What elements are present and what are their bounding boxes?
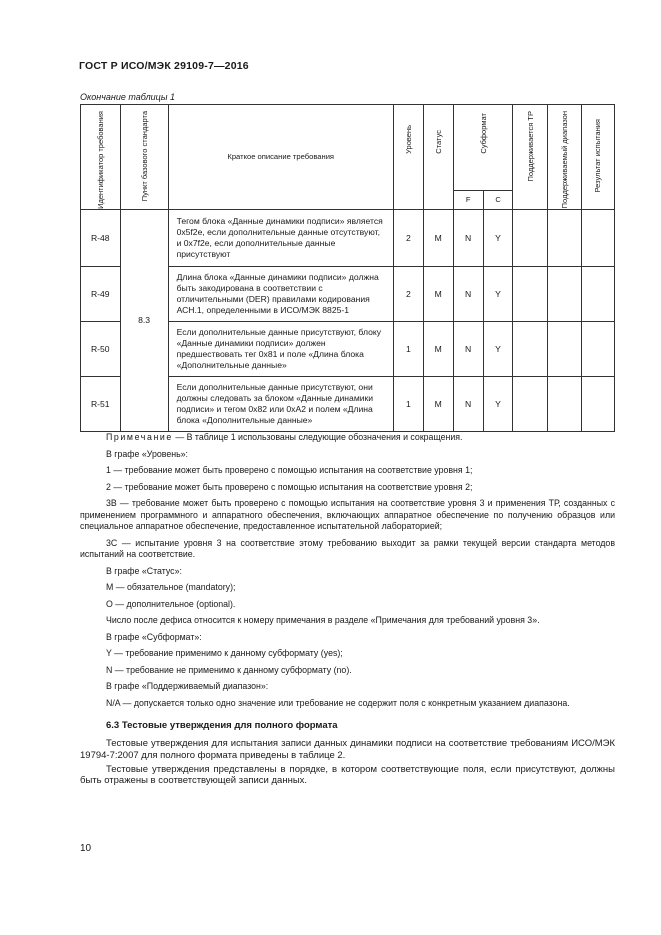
row-status: M	[423, 209, 453, 266]
header-status: Статус	[423, 105, 453, 210]
row-id: R-49	[81, 266, 121, 321]
note-line: 3В — требование может быть проверено с помощью испытания на соответствие уровня 3 и применения ТР, созданных с применением программного и аппаратного обеспечения, включающих аппаратное обеспечение по получению образцов или специальное аппаратное обеспечение, предоставленное испытательной лабораторией;	[80, 498, 615, 531]
row-range	[547, 376, 581, 431]
row-status: M	[423, 266, 453, 321]
row-level: 1	[393, 321, 423, 376]
note-line: 3С — испытание уровня 3 на соответствие этому требованию выходит за рамки текущей версии стандарта методов испытаний на соответствие.	[80, 537, 615, 559]
row-level: 1	[393, 376, 423, 431]
row-result	[581, 266, 614, 321]
row-sub-c: Y	[483, 266, 513, 321]
note-line: Число после дефиса относится к номеру примечания в разделе «Примечания для требований уровня 3».	[106, 615, 540, 625]
row-description: Если дополнительные данные присутствуют, блоку «Данные динамики подписи» должен предшествовать тег 0x81 и поле «Длина блока «Дополнительные данные»	[168, 321, 393, 376]
clause-cell: 8.3	[120, 209, 168, 431]
note-line: В графе «Поддерживаемый диапазон»:	[106, 681, 269, 691]
row-tp	[513, 266, 547, 321]
header-sub-f: F	[453, 190, 483, 209]
note-heading	[80, 432, 615, 444]
header-sub-c: C	[483, 190, 513, 209]
paragraph: Тестовые утверждения для испытания записи данных динамики подписи на соответствие требованиям ИСО/МЭК 19794-7:2007 для полного формата приведены в таблице 2.	[80, 738, 615, 761]
row-range	[547, 209, 581, 266]
row-id: R-50	[81, 321, 121, 376]
note-line: N/A — допускается только одно значение или требование не содержит поля с конкретным указанием диапазона.	[106, 697, 570, 708]
header-range: Поддерживаемый диапазон	[547, 105, 581, 210]
row-result	[581, 321, 614, 376]
header-level: Уровень	[393, 105, 423, 210]
row-result	[581, 209, 614, 266]
note-line: Y — требование применимо к данному субформату (yes);	[106, 648, 343, 658]
row-description: Длина блока «Данные динамики подписи» должна быть закодирована в соответствии с отличительными (DER) правилами кодирования АСН.1, определенными в ИСО/МЭК 8825-1	[168, 266, 393, 321]
header-tp: Поддерживается ТР	[513, 105, 547, 210]
table-row	[81, 209, 615, 266]
row-sub-c: Y	[483, 209, 513, 266]
page-number: 10	[80, 843, 92, 854]
table-notes	[80, 432, 615, 714]
header-subformat: Субформат	[453, 105, 513, 191]
note-line: В графе «Уровень»:	[106, 448, 188, 459]
row-status: M	[423, 321, 453, 376]
row-id: R-51	[81, 376, 121, 431]
note-text: — В таблице 1 использованы следующие обозначения и сокращения.	[172, 432, 463, 442]
note-line: О — дополнительное (optional).	[106, 598, 236, 609]
header-result: Результат испытания	[581, 105, 614, 210]
row-tp	[513, 376, 547, 431]
note-line: М — обязательное (mandatory);	[106, 582, 236, 592]
row-range	[547, 321, 581, 376]
row-id: R-48	[81, 209, 121, 266]
header-id: Идентификатор требования	[81, 105, 121, 210]
note-line: 1 — требование может быть проверено с помощью испытания на соответствие уровня 1;	[106, 465, 473, 475]
note-line: 2 — требование может быть проверено с помощью испытания на соответствие уровня 2;	[106, 481, 473, 492]
row-tp	[513, 209, 547, 266]
row-level: 2	[393, 209, 423, 266]
row-sub-f: N	[453, 376, 483, 431]
header-clause: Пункт базового стандарта	[120, 105, 168, 210]
note-line: N — требование не применимо к данному субформату (no).	[106, 664, 352, 675]
note-label: Примечание	[106, 432, 173, 442]
row-sub-c: Y	[483, 376, 513, 431]
header-description: Краткое описание требования	[168, 105, 393, 210]
row-sub-f: N	[453, 266, 483, 321]
section-body	[80, 738, 615, 789]
row-description: Если дополнительные данные присутствуют, они должны следовать за блоком «Данные динамики подписи» и тегом 0x82 или 0xA2 и полем «Длина блока «Дополнительные данные»	[168, 376, 393, 431]
document-header: ГОСТ Р ИСО/МЭК 29109-7—2016	[79, 60, 249, 72]
row-description: Тегом блока «Данные динамики подписи» является 0x5f2e, если дополнительные данные отсутствуют, и 0x7f2e, если дополнительные данные присутствуют	[168, 209, 393, 266]
paragraph: Тестовые утверждения представлены в порядке, в котором соответствующие поля, если присутствуют, должны быть отражены в соответствующей записи данных.	[80, 763, 615, 787]
row-sub-c: Y	[483, 321, 513, 376]
row-sub-f: N	[453, 209, 483, 266]
table-caption: Окончание таблицы 1	[80, 92, 175, 102]
row-tp	[513, 321, 547, 376]
row-sub-f: N	[453, 321, 483, 376]
row-status: M	[423, 376, 453, 431]
section-title: 6.3 Тестовые утверждения для полного формата	[106, 720, 338, 731]
row-level: 2	[393, 266, 423, 321]
note-line: В графе «Статус»:	[106, 565, 182, 576]
note-line: В графе «Субформат»:	[106, 631, 202, 642]
requirements-table	[80, 104, 615, 432]
row-range	[547, 266, 581, 321]
row-result	[581, 376, 614, 431]
